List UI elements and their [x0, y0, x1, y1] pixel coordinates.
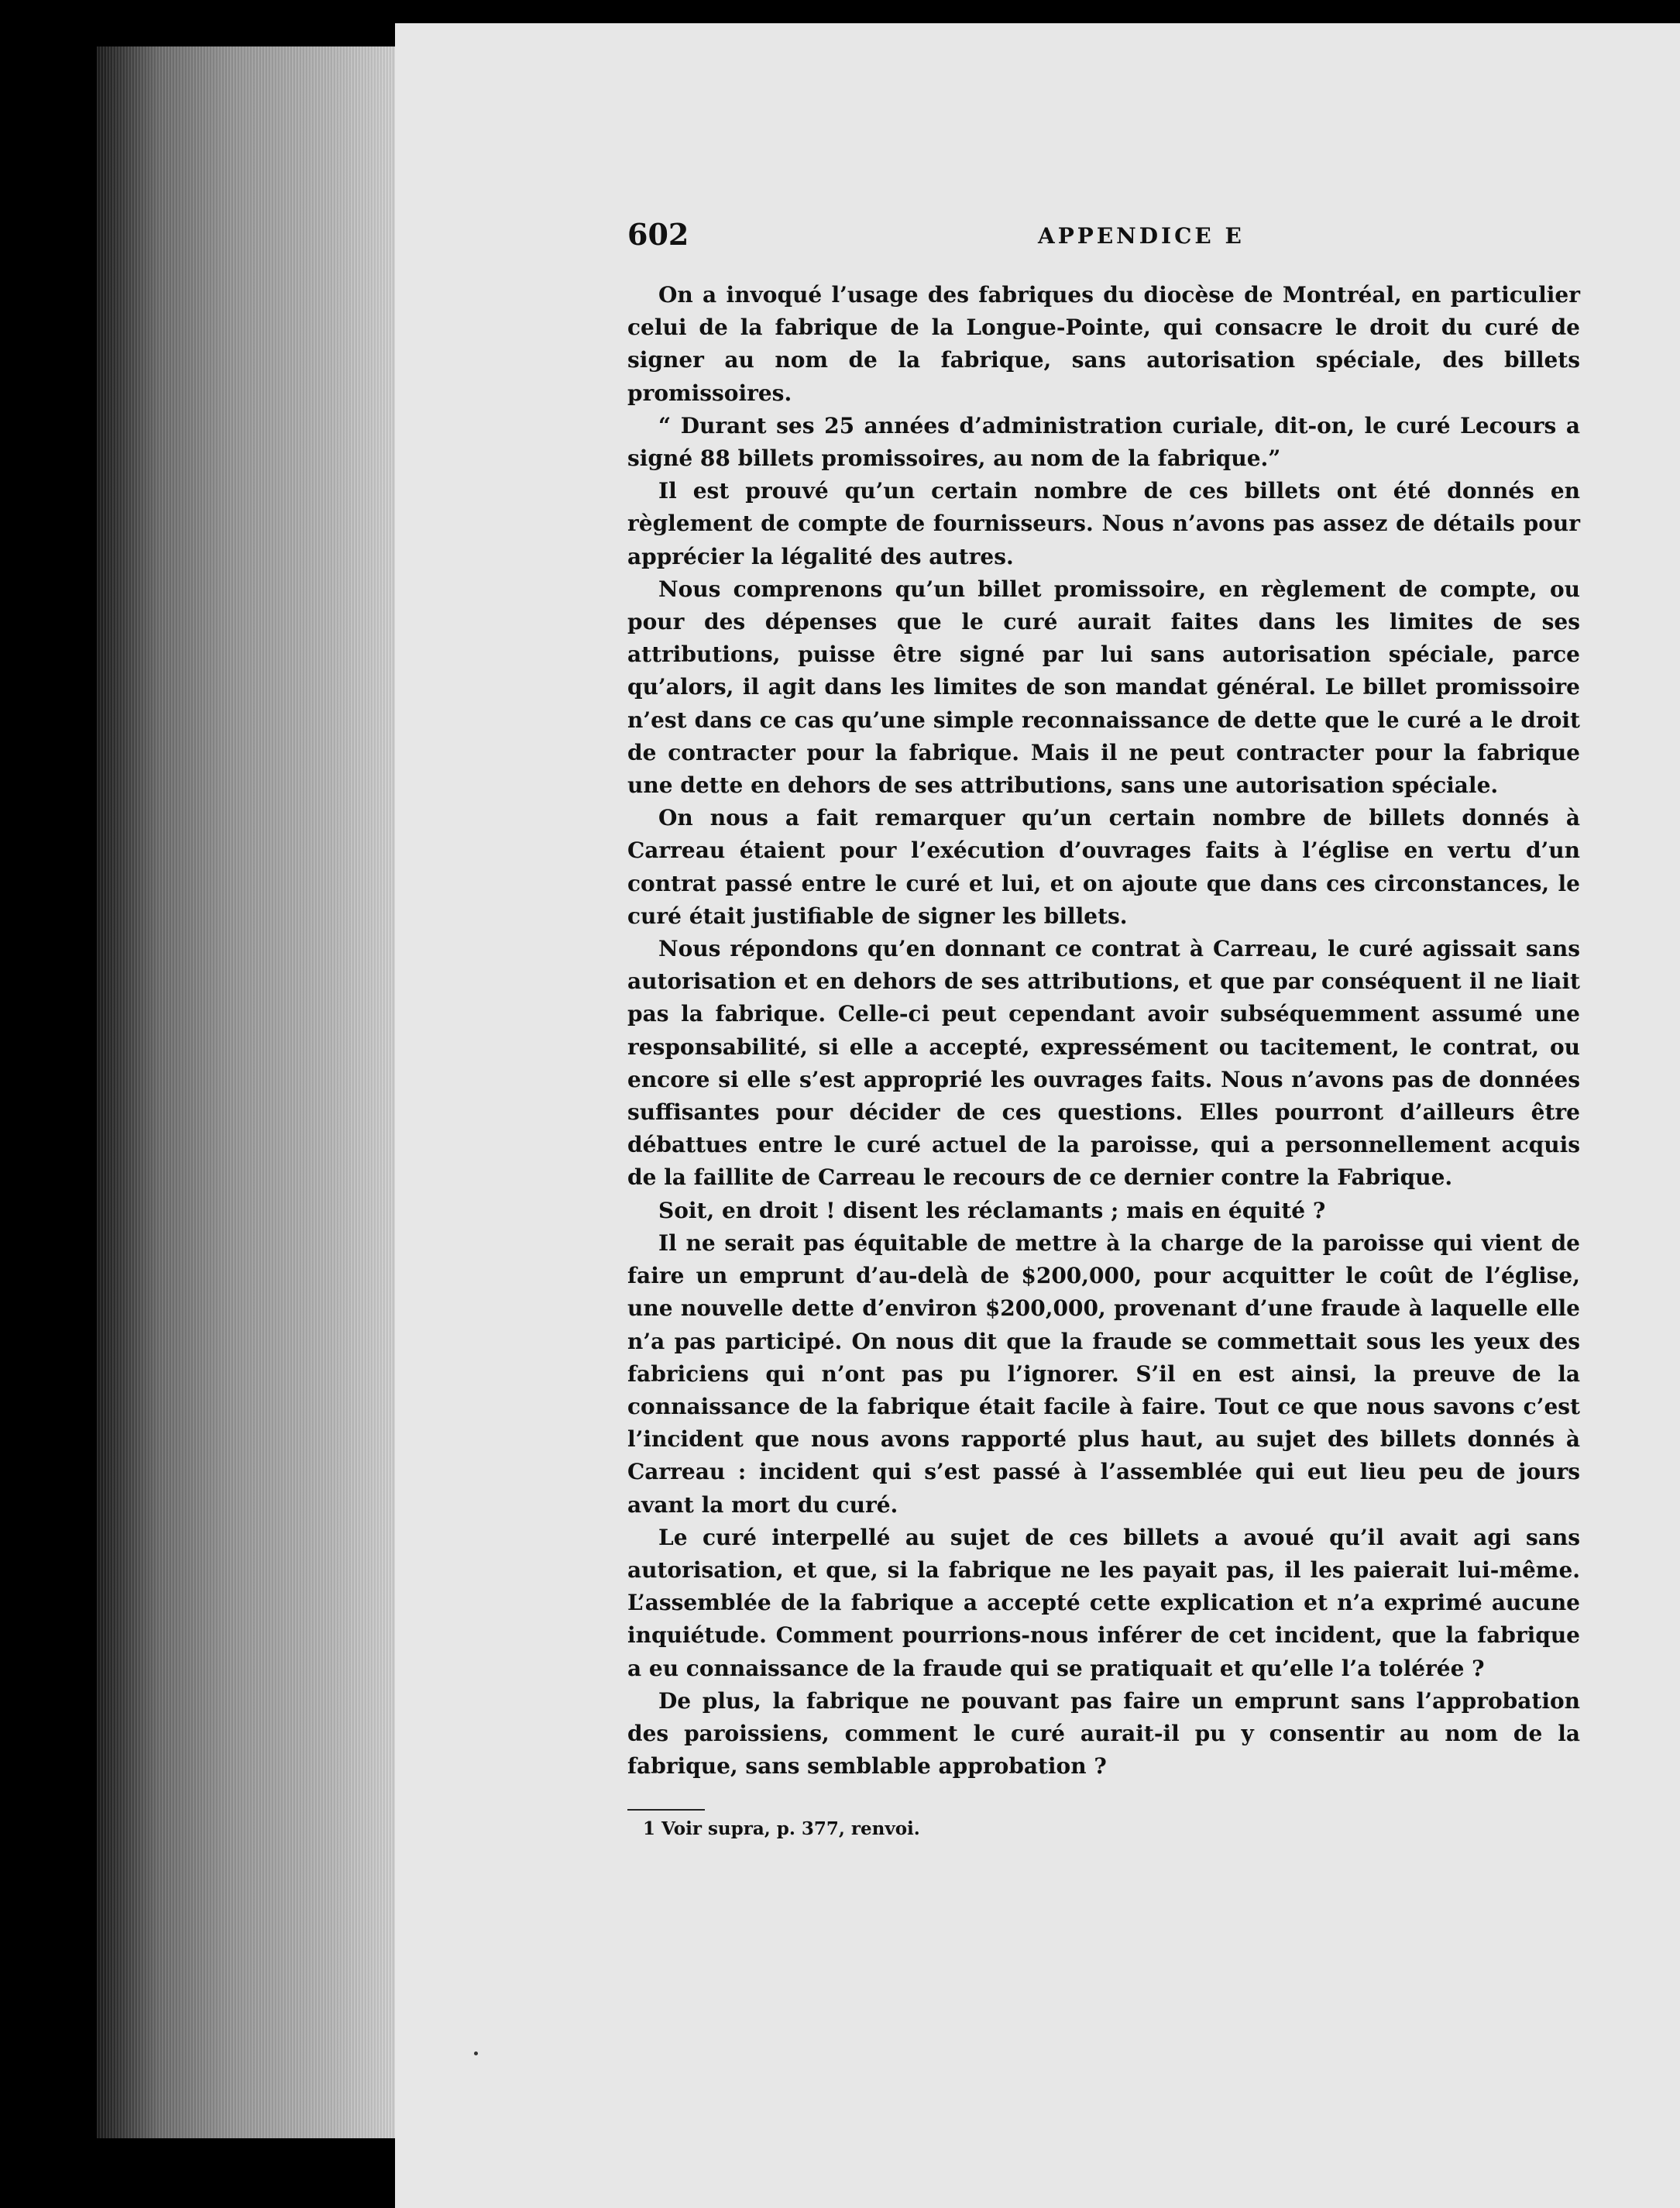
page-number: 602	[627, 217, 689, 252]
page-header	[627, 217, 1580, 279]
paragraph: Nous répondons qu’en donnant ce contrat à Carreau, le curé agissait sans autorisation et en dehors de ses attributions, et que par conséquent il ne liait pas la fabrique. Celle-ci peut cependant avoir subséquemment assumé une responsabilité, si elle a accepté, expressément ou tacitement, le contrat, ou encore si elle s’est approprié les ouvrages faits. Nous n’avons pas de données suffisantes pour décider de ces questions. Elles pourront d’ailleurs être débattues entre le curé actuel de la paroisse, qui a personnellement acquis de la faillite de Carreau le recours de ce dernier contre la Fabrique.	[627, 936, 1580, 1191]
paragraph: “ Durant ses 25 années d’administration curiale, dit-on, le curé Lecours a signé 88 billets promissoires, au nom de la fabrique.”	[627, 412, 1580, 472]
paragraph: On a invoqué l’usage des fabriques du diocèse de Montréal, en particulier celui de la fabrique de la Longue-Pointe, qui consacre le droit du curé de signer au nom de la fabrique, sans autorisation spéciale, des billets promissoires.	[627, 282, 1580, 406]
paragraph: Le curé interpellé au sujet de ces billets a avoué qu’il avait agi sans autorisation, et que, si la fabrique ne les payait pas, il les paierait lui-même. L’assemblée de la fabrique a accepté cette explication et n’a exprimé aucune inquiétude. Comment pourrions-nous inférer de cet incident, que la fabrique a eu connaissance de la fraude qui se pratiquait et qu’elle l’a tolérée ?	[627, 1524, 1580, 1681]
page-content	[627, 217, 1580, 1842]
running-head: APPENDICE E	[1038, 223, 1245, 249]
paragraph: Il est prouvé qu’un certain nombre de ces billets ont été donnés en règlement de compte de fournisseurs. Nous n’avons pas assez de détails pour apprécier la légalité des autres.	[627, 478, 1580, 569]
book-page	[395, 23, 1680, 2208]
paragraph: Nous comprenons qu’un billet promissoire, en règlement de compte, ou pour des dépenses que le curé aurait faites dans les limites de ses attributions, puisse être signé par lui sans autorisation spéciale, parce qu’alors, il agit dans les limites de son mandat général. Le billet promissoire n’est dans ce cas qu’une simple reconnaissance de dette que le curé a le droit de contracter pour la fabrique. Mais il ne peut contracter pour la fabrique une dette en dehors de ses attributions, sans une autorisation spéciale.	[627, 576, 1580, 799]
body-text	[627, 279, 1580, 1783]
book-edge	[97, 46, 407, 2138]
dust-speck	[474, 2052, 478, 2055]
paragraph: Il ne serait pas équitable de mettre à la charge de la paroisse qui vient de faire un emprunt d’au-delà de $200,000, pour acquitter le coût de l’église, une nouvelle dette d’environ $200,000, provenant d’une fraude à laquelle elle n’a pas participé. On nous dit que la fraude se commettait sous les yeux des fabriciens qui n’ont pas pu l’ignorer. S’il en est ainsi, la preuve de la connaissance de la fabrique était facile à faire. Tout ce que nous savons c’est l’incident que nous avons rapporté plus haut, au sujet des billets donnés à Carreau : incident qui s’est passé à l’assemblée qui eut lieu peu de jours avant la mort du curé.	[627, 1230, 1580, 1518]
footnote: 1 Voir supra, p. 377, renvoi.	[643, 1818, 920, 1840]
footnote-divider	[627, 1809, 705, 1811]
paragraph: On nous a fait remarquer qu’un certain nombre de billets donnés à Carreau étaient pour l’exécution d’ouvrages faits à l’église en vertu d’un contrat passé entre le curé et lui, et on ajoute que dans ces circonstances, le curé était justifiable de signer les billets.	[627, 805, 1580, 929]
paragraph: De plus, la fabrique ne pouvant pas faire un emprunt sans l’approbation des paroissiens, comment le curé aurait-il pu y consentir au nom de la fabrique, sans semblable approbation ?	[627, 1687, 1580, 1780]
paragraph: Soit, en droit ! disent les réclamants ; mais en équité ?	[658, 1197, 1326, 1223]
